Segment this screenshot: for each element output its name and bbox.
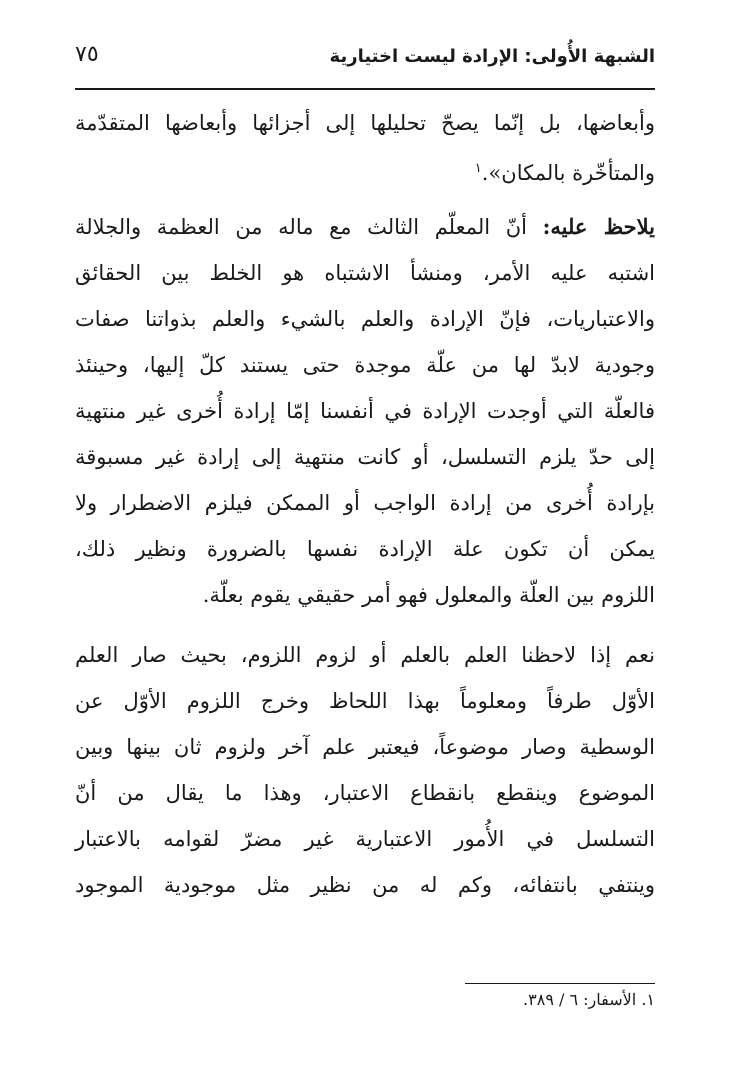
text-line: وجودية لابدّ لها من علّة موجدة حتى يستند كلّ إليها، وحينئذ: [75, 353, 655, 377]
text-line: والاعتباريات، فإنّ الإرادة والعلم بالشيء والعلم بذواتنا صفات: [75, 307, 655, 331]
text-line: وينتفي بانتفائه، وكم له من نظير مثل موجودية الموجود: [75, 873, 655, 897]
paragraph-1: [75, 100, 655, 192]
header-divider: [75, 88, 655, 90]
text-line: الوسطية وصار موضوعاً، فيعتبر علم آخر ولزوم ثان بينها وبين: [75, 735, 655, 759]
text-line: [75, 204, 655, 250]
page-header: [75, 40, 655, 80]
text-line: اللزوم بين العلّة والمعلول فهو أمر حقيقي يقوم بعلّة.: [202, 583, 655, 607]
page-number: ٧٥: [75, 42, 99, 67]
paragraph-lead: يلاحظ عليه:: [542, 214, 655, 239]
text-line-content: والمتأخّرة بالمكان».: [481, 161, 655, 185]
text-line-content: أنّ المعلّم الثالث مع ماله من العظمة والجلالة: [75, 215, 528, 239]
footnote-divider: [465, 983, 655, 984]
paragraph-2: [75, 204, 655, 618]
body-text: [75, 100, 655, 908]
text-line: الأوّل طرفاً ومعلوماً بهذا اللحاظ وخرج اللزوم الأوّل عن: [75, 689, 655, 713]
footnote: ١. الأسفار: ٦ / ٣٨٩.: [523, 990, 655, 1009]
text-line: وأبعاضها، بل إنّما يصحّ تحليلها إلى أجزائها وأبعاضها المتقدّمة: [75, 111, 655, 135]
text-line: إلى حدّ يلزم التسلسل، أو كانت منتهية إلى إرادة غير مسبوقة: [75, 445, 655, 469]
footnote-marker: ١: [474, 161, 482, 176]
text-line: بإرادة أُخرى من إرادة الواجب أو الممكن فيلزم الاضطرار ولا: [75, 491, 655, 515]
paragraph-3: [75, 632, 655, 908]
text-line: يمكن أن تكون علة الإرادة نفسها بالضرورة ونظير ذلك،: [75, 537, 655, 561]
text-line: الموضوع وينقطع بانقطاع الاعتبار، وهذا ما يقال من أنّ: [75, 781, 655, 805]
text-line: اشتبه عليه الأمر، ومنشأ الاشتباه هو الخلط بين الحقائق: [75, 261, 655, 285]
text-line: نعم إذا لاحظنا العلم بالعلم أو لزوم اللزوم، بحيث صار العلم: [75, 643, 655, 667]
text-line: فالعلّة التي أوجدت الإرادة في أنفسنا إمّا إرادة أُخرى غير منتهية: [75, 399, 655, 423]
text-line: التسلسل في الأُمور الاعتبارية غير مضرّ لقوامه بالاعتبار: [75, 827, 655, 851]
text-line: [75, 146, 655, 192]
running-title: الشبهة الأُولى: الإرادة ليست اختيارية: [329, 46, 655, 67]
